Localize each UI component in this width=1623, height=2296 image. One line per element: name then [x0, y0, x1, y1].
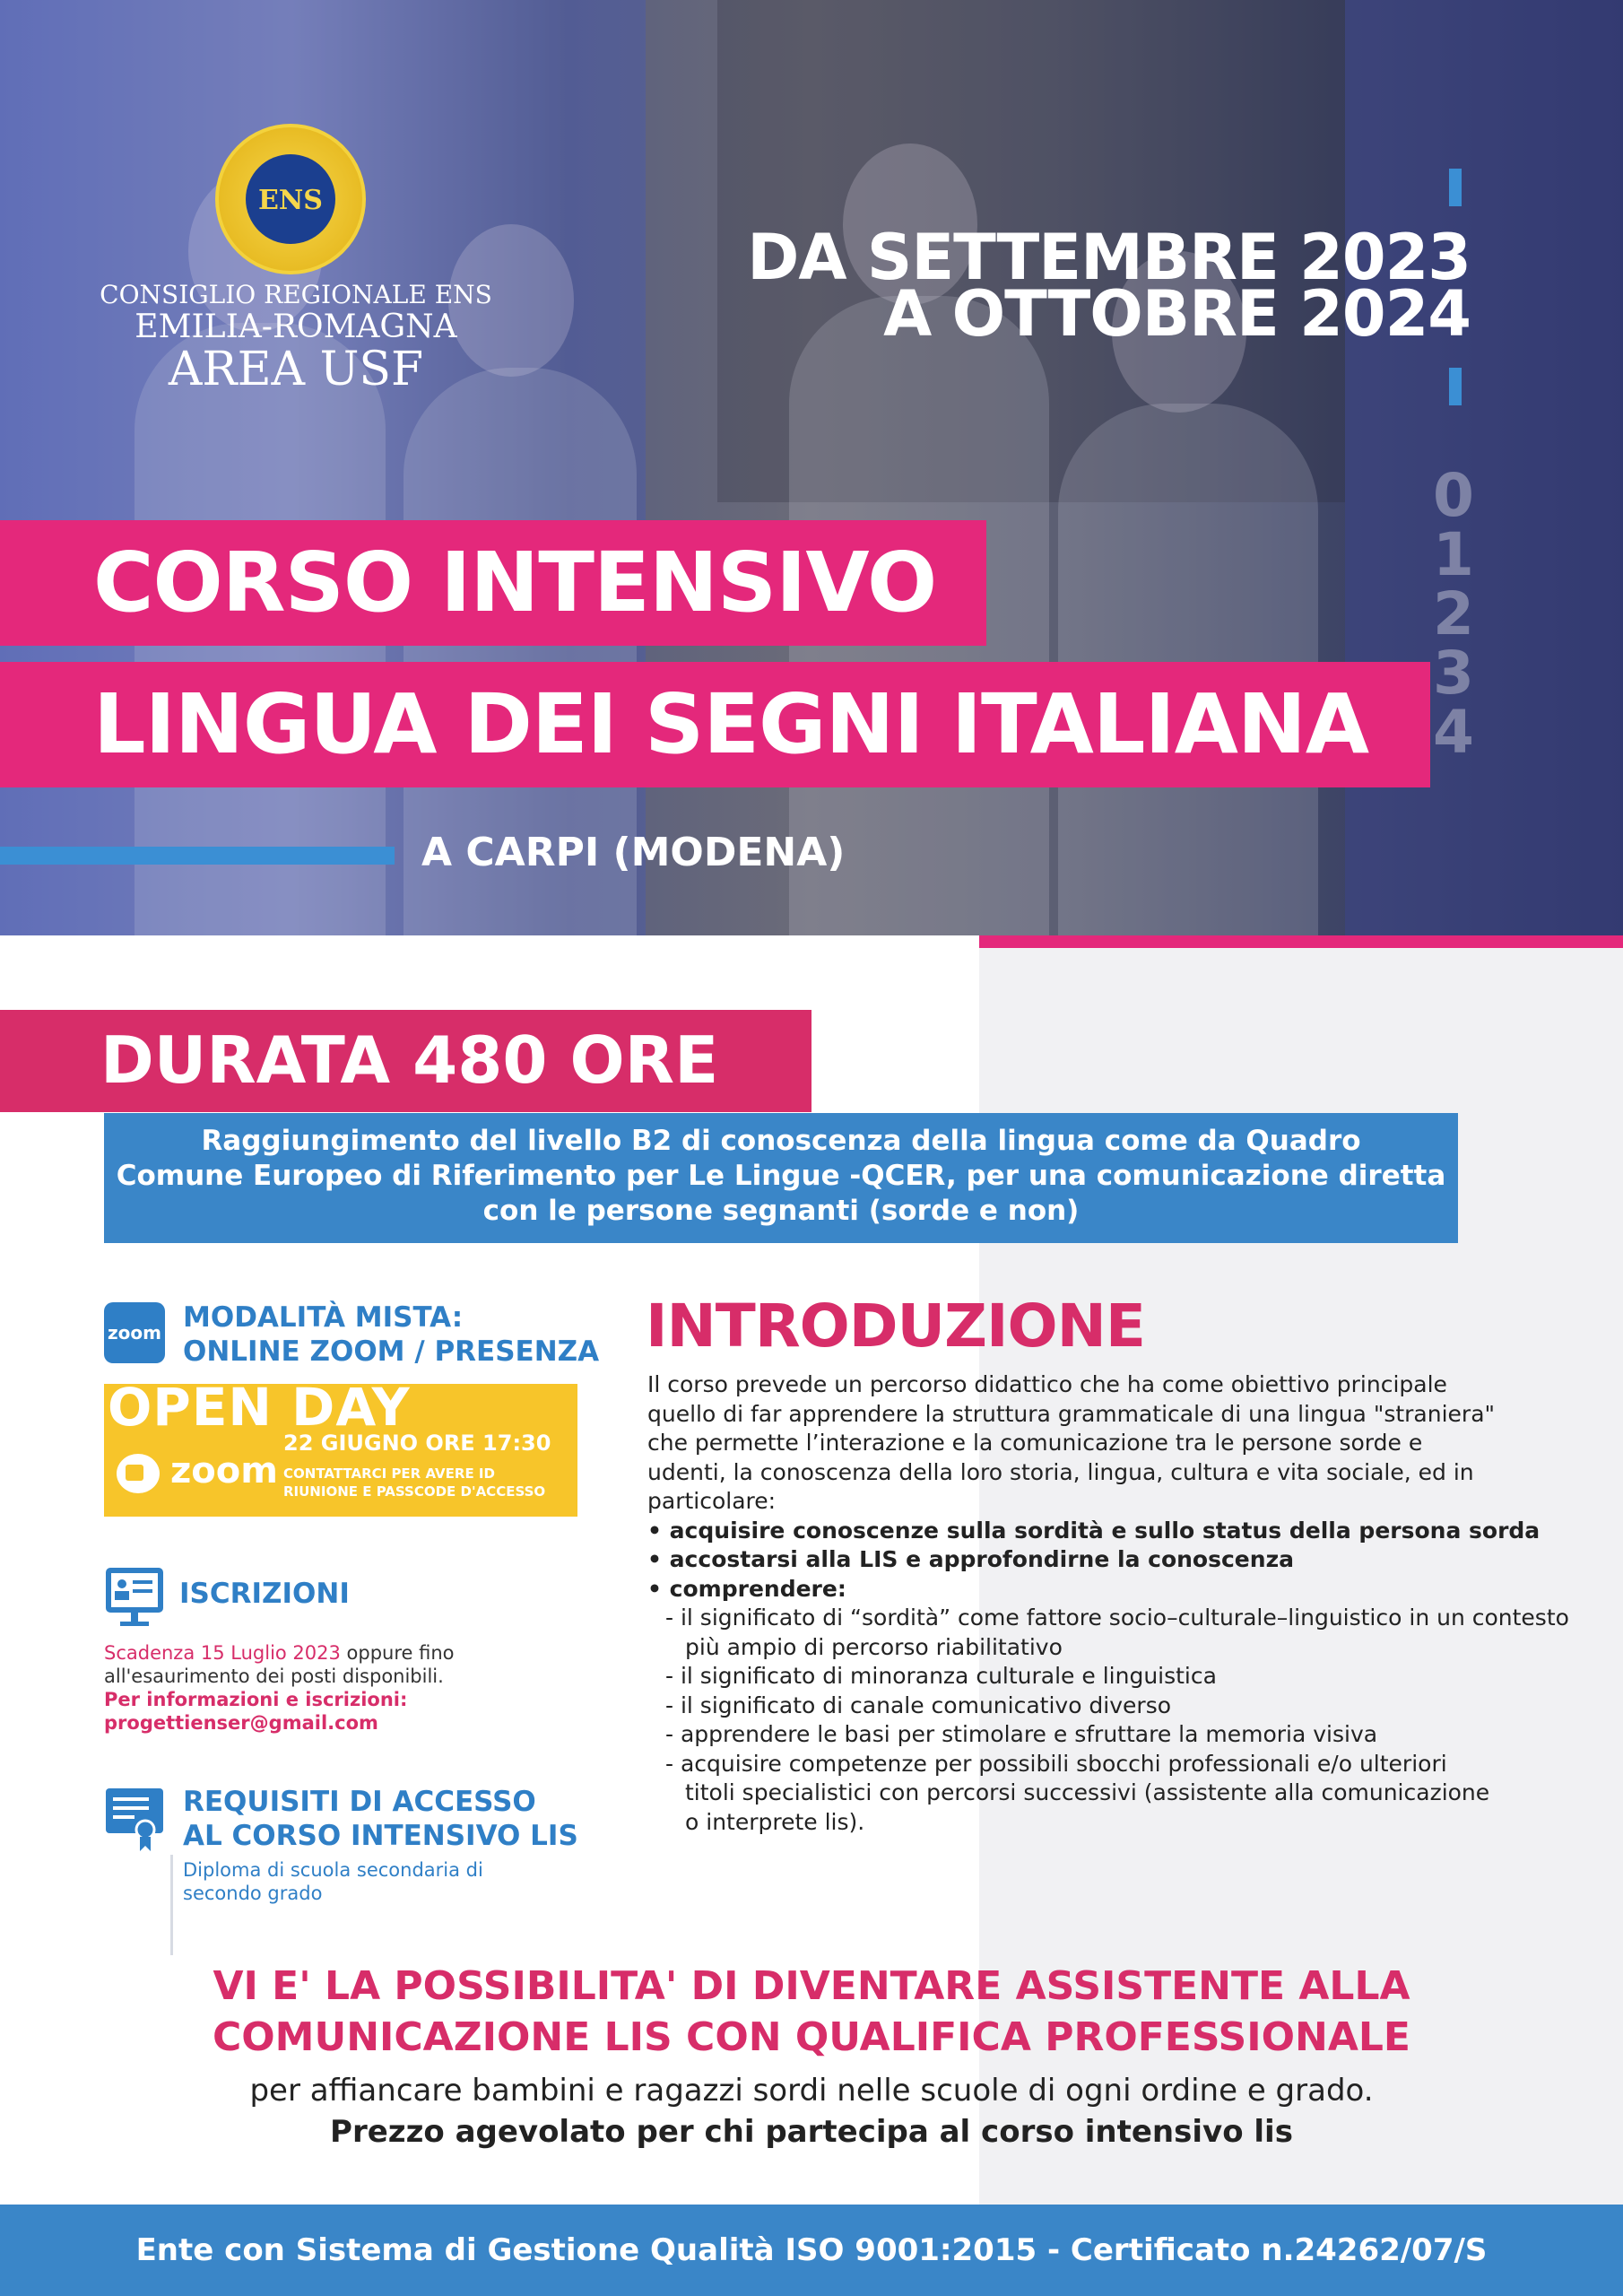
intro-line: che permette l’interazione e la comunicazione tra le persone sorde e [647, 1430, 1423, 1456]
open-day-box [104, 1384, 577, 1517]
registration-deadline-rest: oppure fino [340, 1642, 455, 1664]
goal-line-2: Comune Europeo di Riferimento per Le Lingue -QCER, per una comunicazione diretta [116, 1160, 1446, 1192]
seal-lettering: ENS [258, 185, 323, 216]
qualification-line-1: VI E' LA POSSIBILITA' DI DIVENTARE ASSISTENTE ALLA [213, 1963, 1410, 2009]
open-day-title: OPEN DAY [108, 1384, 411, 1438]
open-day-note-line-1: CONTATTARCI PER AVERE ID [283, 1465, 495, 1482]
zoom-logo [117, 1445, 278, 1499]
intro-bullet: • comprendere: [647, 1575, 846, 1602]
intro-subitem: - acquisire competenze per possibili sbocchi professionali e/o ulteriori [665, 1750, 1447, 1777]
certificate-icon [104, 1787, 165, 1853]
number-digit: 1 [1433, 520, 1474, 589]
intro-line: Il corso prevede un percorso didattico che ha come obiettivo principale [647, 1371, 1447, 1397]
course-title-line-1: CORSO INTENSIVO [93, 535, 937, 631]
registration-details [104, 1641, 552, 1735]
hero-photo-banner [0, 0, 1623, 935]
intro-line: particolare: [647, 1488, 777, 1514]
intro-subitem: più ampio di percorso riabilitativo [685, 1633, 1063, 1660]
contact-email[interactable]: progettienser@gmail.com [104, 1712, 378, 1734]
video-camera-icon [117, 1454, 160, 1493]
intro-subitem: - il significato di canale comunicativo diverso [665, 1692, 1172, 1718]
intro-body [647, 1370, 1580, 1837]
intro-line: udenti, la conoscenza della loro storia, lingua, cultura e vita sociale, ed in [647, 1458, 1474, 1485]
vertical-numbers [1431, 461, 1476, 767]
open-day-note-line-2: RIUNIONE E PASSCODE D'ACCESSO [283, 1483, 546, 1500]
date-line-2: A OTTOBRE 2024 [883, 277, 1471, 351]
mode-line-2: ONLINE ZOOM / PRESENZA [183, 1335, 600, 1368]
registration-line-2: all'esaurimento dei posti disponibili. [104, 1665, 444, 1687]
intro-bullet: • acquisire conoscenze sulla sordità e sullo status della persona sorda [647, 1517, 1541, 1544]
requirements-text-line-2: secondo grado [183, 1883, 323, 1904]
number-digit: 3 [1433, 639, 1474, 708]
course-location: A CARPI (MODENA) [421, 830, 846, 875]
requirements-text-line-1: Diploma di scuola secondaria di [183, 1859, 483, 1881]
registration-deadline: Scadenza 15 Luglio 2023 [104, 1642, 341, 1664]
quality-certification-footer: Ente con Sistema di Gestione Qualità ISO 9001:2015 - Certificato n.24262/07/S [0, 2205, 1623, 2296]
goal-box [104, 1113, 1458, 1243]
requirements-heading [183, 1785, 578, 1853]
qualification-heading [0, 1961, 1623, 2063]
intro-subitem: o interprete lis). [685, 1808, 865, 1835]
course-title-line-2: LINGUA DEI SEGNI ITALIANA [93, 676, 1369, 772]
logo-line-1: CONSIGLIO REGIONALE ENS [100, 280, 492, 309]
zoom-icon: zoom [104, 1302, 165, 1363]
logo-line-3: AREA USF [168, 343, 424, 396]
duration-banner [0, 1010, 812, 1112]
number-digit: 2 [1433, 579, 1474, 648]
intro-subitem: titoli specialistici con percorsi successivi (assistente alla comunicazione [685, 1779, 1490, 1805]
number-digit: 4 [1433, 698, 1474, 767]
registration-heading: ISCRIZIONI [179, 1578, 350, 1610]
title-band-1 [0, 520, 986, 646]
hero-overlay-right [1345, 0, 1623, 935]
intro-title: INTRODUZIONE [646, 1292, 1145, 1361]
open-day-date: 22 GIUGNO ORE 17:30 [283, 1431, 551, 1456]
title-band-2 [0, 662, 1430, 787]
intro-subitem: - il significato di “sordità” come fattore socio–culturale–linguistico in un contesto [665, 1605, 1569, 1631]
info-label: Per informazioni e iscrizioni: [104, 1689, 408, 1710]
intro-subitem: - apprendere le basi per stimolare e sfruttare la memoria visiva [665, 1721, 1378, 1747]
requirements-divider [170, 1855, 173, 1955]
open-day-note [283, 1465, 545, 1500]
accent-tick [1449, 169, 1462, 206]
accent-tick [1449, 368, 1462, 405]
ens-seal-icon [215, 124, 366, 274]
goal-line-1: Raggiungimento del livello B2 di conoscenza della lingua come da Quadro [201, 1125, 1361, 1157]
intro-line: quello di far apprendere la struttura grammaticale di una lingua "straniera" [647, 1400, 1496, 1427]
qualification-subtext: per affiancare bambini e ragazzi sordi nelle scuole di ogni ordine e grado. [249, 2073, 1374, 2109]
intro-bullet: • accostarsi alla LIS e approfondirne la conoscenza [647, 1546, 1294, 1572]
duration-text: DURATA 480 ORE [100, 1022, 719, 1098]
date-line-1: DA SETTEMBRE 2023 [747, 221, 1471, 294]
requirements-line-2: AL CORSO INTENSIVO LIS [183, 1820, 578, 1852]
requirements-text [183, 1858, 483, 1905]
logo-line-2: EMILIA-ROMAGNA [135, 309, 457, 345]
mode-line-1: MODALITÀ MISTA: [183, 1301, 464, 1334]
requirements-line-1: REQUISITI DI ACCESSO [183, 1786, 536, 1818]
registration-form-icon [104, 1566, 165, 1629]
goal-line-3: con le persone segnanti (sorde e non) [482, 1195, 1080, 1227]
zoom-wordmark: zoom [170, 1450, 278, 1492]
pink-divider [979, 935, 1623, 948]
location-accent-bar [0, 847, 395, 865]
number-digit: 0 [1433, 461, 1474, 530]
intro-subitem: - il significato di minoranza culturale e linguistica [665, 1663, 1217, 1689]
mode-heading [183, 1300, 599, 1369]
discount-note: Prezzo agevolato per chi partecipa al corso intensivo lis [330, 2114, 1293, 2150]
qualification-line-2: COMUNICAZIONE LIS CON QUALIFICA PROFESSIONALE [212, 2014, 1410, 2060]
